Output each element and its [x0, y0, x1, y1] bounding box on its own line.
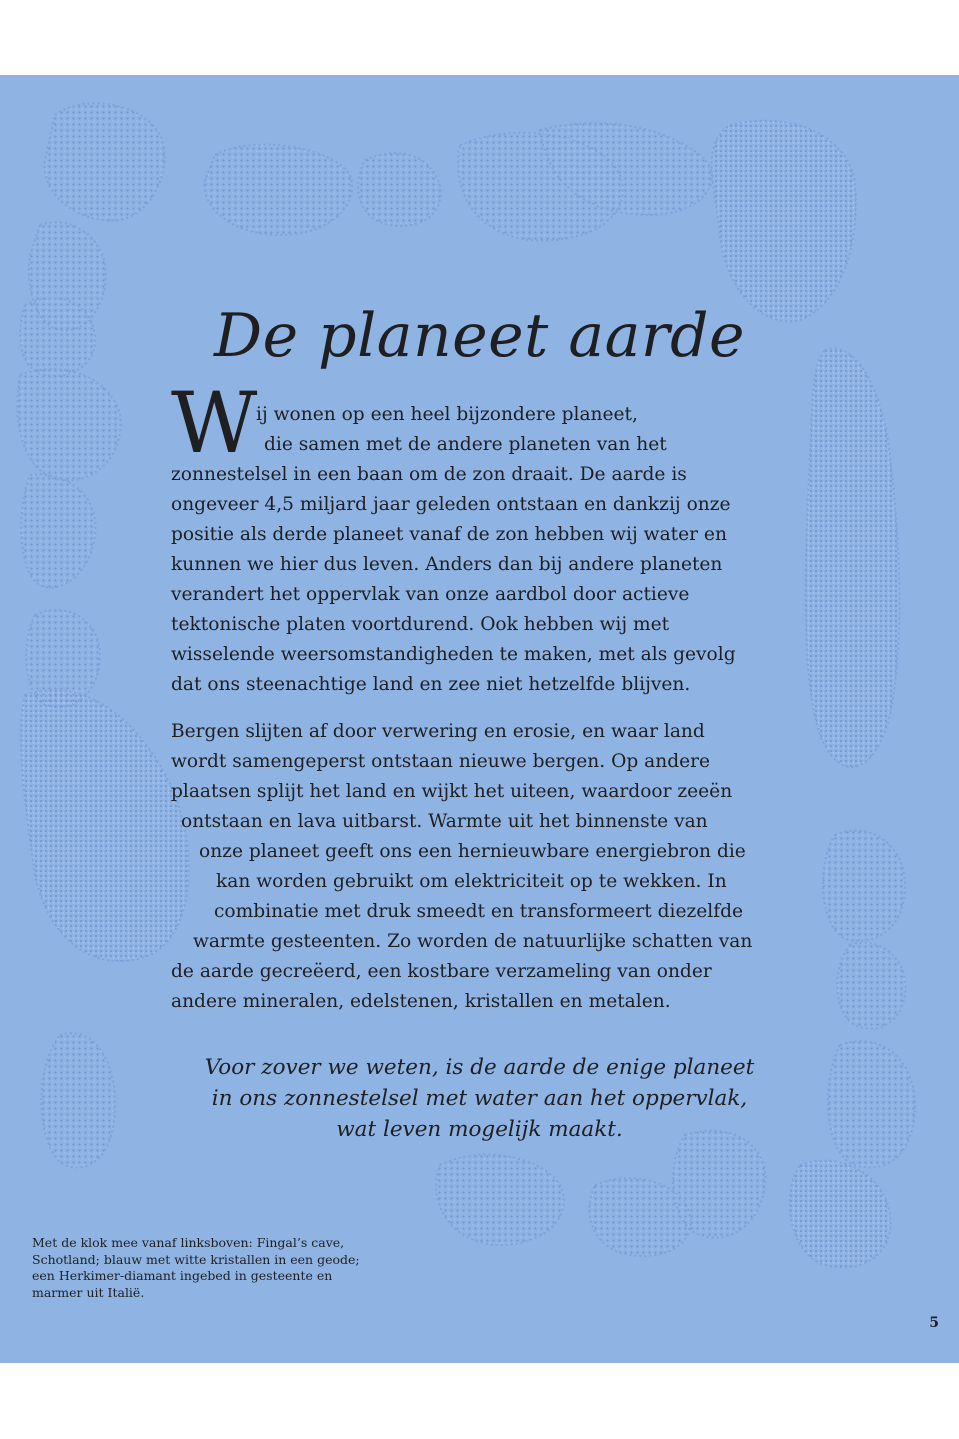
page-title: De planeet aarde	[213, 301, 746, 371]
text-line: tektonische platen voortdurend. Ook hebben wij met	[171, 614, 670, 635]
text-line: onze planeet geeft ons een hernieuwbare energiebron die	[199, 841, 746, 862]
quote-line: wat leven mogelijk maakt.	[336, 1117, 623, 1142]
text-line: zonnestelsel in een baan om de zon draait. De aarde is	[171, 464, 687, 485]
image-caption	[32, 1235, 422, 1301]
text-line: warmte gesteenten. Zo worden de natuurlijke schatten van	[193, 931, 753, 952]
book-page	[0, 75, 959, 1363]
text-line: combinatie met druk smeedt en transformeert diezelfde	[214, 901, 744, 922]
pull-quote	[0, 1052, 959, 1145]
caption-line: Met de klok mee vanaf linksboven: Fingal’s cave,	[32, 1235, 345, 1250]
text-line: positie als derde planeet vanaf de zon hebben wij water en	[171, 524, 727, 545]
text-line: plaatsen splijt het land en wijkt het uiteen, waardoor zeeën	[171, 781, 733, 802]
page-number: 5	[929, 1315, 939, 1331]
text-line: Bergen slijten af door verwering en erosie, en waar land	[171, 721, 705, 742]
paragraph-1	[0, 75, 959, 1363]
text-line: verandert het oppervlak van onze aardbol door actieve	[171, 584, 690, 605]
dropcap: W	[171, 374, 258, 472]
text-line: wisselende weersomstandigheden te maken, met als gevolg	[171, 644, 736, 665]
quote-line: Voor zover we weten, is de aarde de enige planeet	[204, 1055, 755, 1080]
text-line: dat ons steenachtige land en zee niet hetzelfde blijven.	[171, 674, 691, 695]
text-line: kunnen we hier dus leven. Anders dan bij andere planeten	[171, 554, 723, 575]
text-line: wordt samengeperst ontstaan nieuwe bergen. Op andere	[171, 751, 711, 772]
text-line: de aarde gecreëerd, een kostbare verzameling van onder	[171, 961, 712, 982]
caption-line: marmer uit Italië.	[32, 1284, 145, 1300]
quote-line: in ons zonnestelsel met water aan het oppervlak,	[211, 1086, 748, 1111]
text-line: die samen met de andere planeten van het	[264, 434, 667, 455]
text-line: ongeveer 4,5 miljard jaar geleden ontstaan en dankzij onze	[171, 494, 731, 515]
caption-line: een Herkimer-diamant ingebed in gesteente en	[32, 1268, 333, 1283]
text-line: ontstaan en lava uitbarst. Warmte uit het binnenste van	[181, 811, 708, 832]
caption-line: Schotland; blauw met witte kristallen in een geode;	[32, 1251, 360, 1267]
text-line: andere mineralen, edelstenen, kristallen en metalen.	[171, 991, 671, 1012]
text-line: ij wonen op een heel bijzondere planeet,	[256, 404, 638, 425]
text-line: kan worden gebruikt om elektriciteit op te wekken. In	[216, 871, 727, 892]
